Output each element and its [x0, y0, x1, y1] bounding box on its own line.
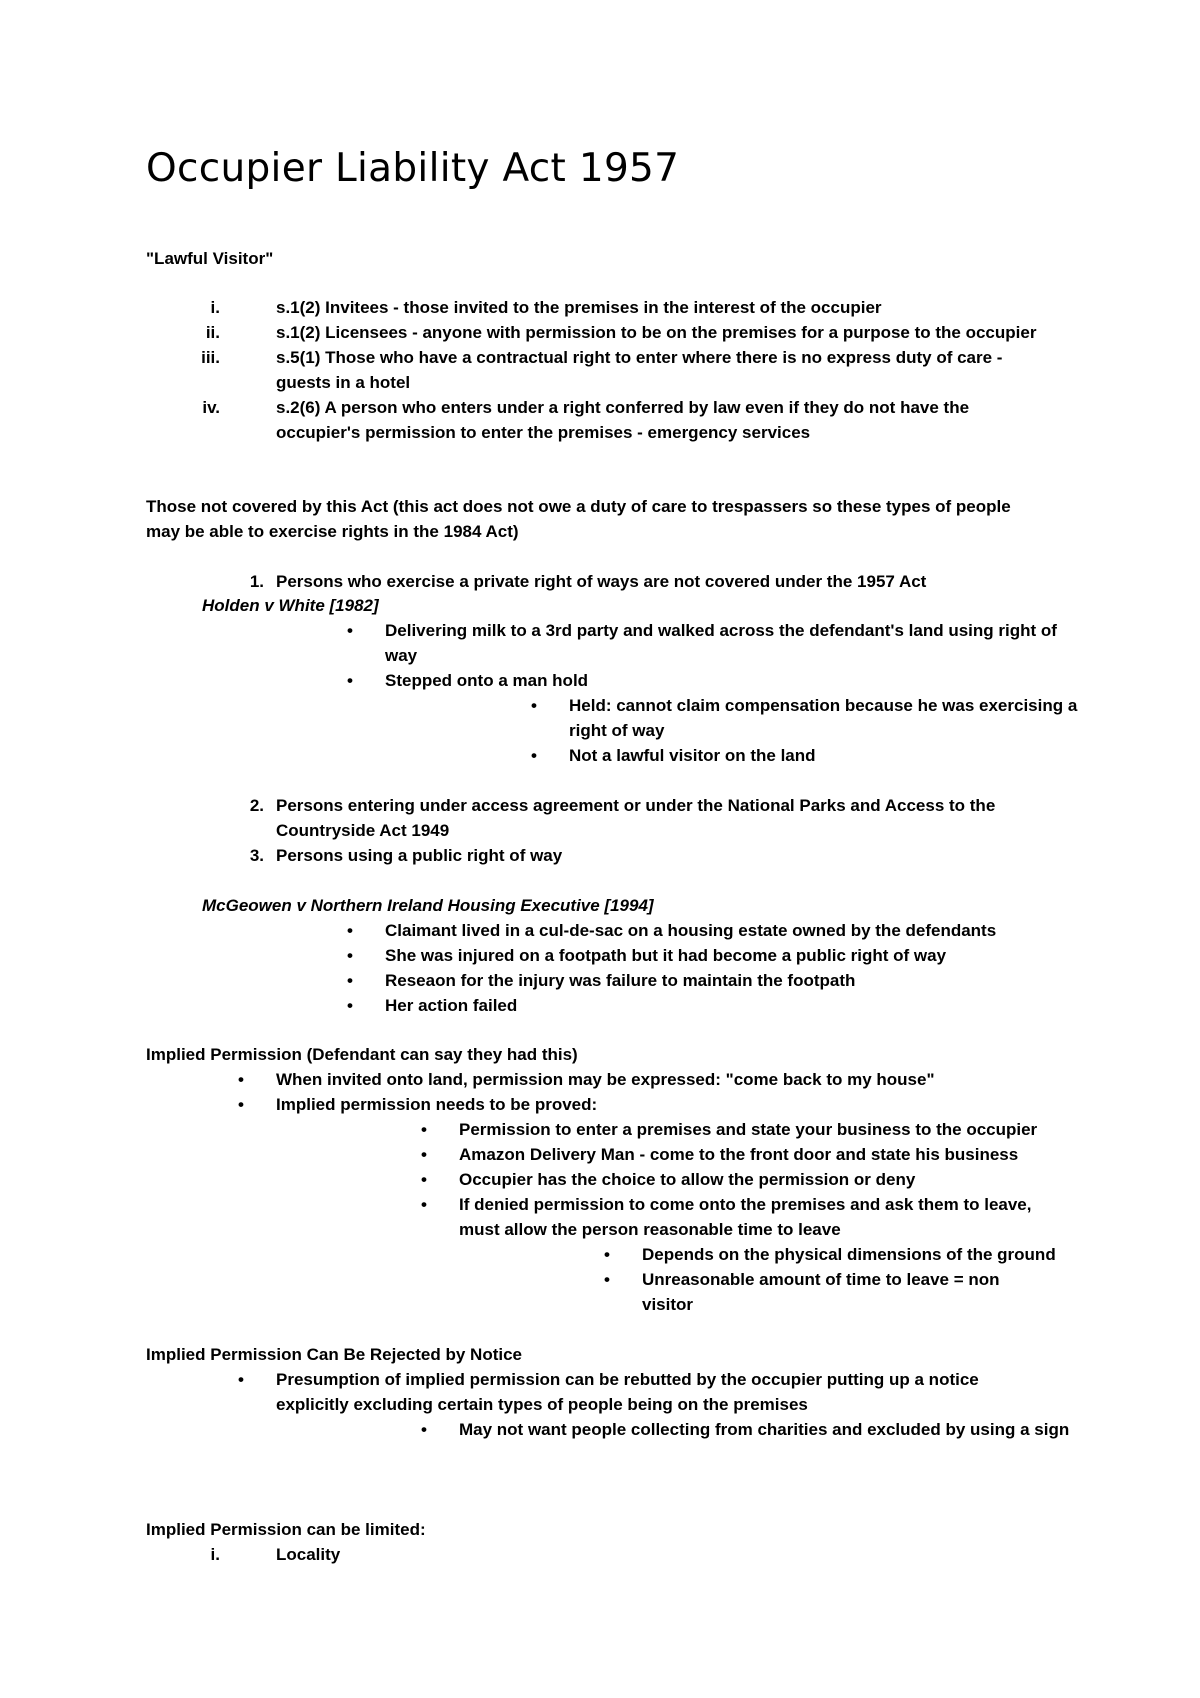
- bullet-item: [531, 743, 1079, 768]
- list-item-text: Permission to enter a premises and state your business to the occupier: [459, 1120, 1038, 1139]
- list-marker: 3.: [249, 846, 264, 865]
- list-marker: iii.: [201, 348, 220, 367]
- limited-heading: Implied Permission can be limited:: [146, 1520, 426, 1539]
- list-item-text: May not want people collecting from charities and excluded by using a sign: [459, 1420, 1070, 1439]
- list-marker: i.: [210, 1545, 220, 1564]
- list-marker: 1.: [249, 572, 264, 591]
- list-item-text: s.2(6) A person who enters under a right conferred by law even if they do not have the occupier's permission to enter the premises - emergency services: [276, 398, 970, 442]
- numbered-item: [249, 793, 1036, 843]
- bullet-icon: •: [347, 621, 353, 640]
- bullet-icon: •: [421, 1170, 427, 1189]
- list-item-text: Persons using a public right of way: [276, 846, 563, 865]
- bullet-icon: •: [531, 746, 537, 765]
- list-item-text: Persons entering under access agreement or under the National Parks and Access to the Countryside Act 1949: [276, 796, 996, 840]
- bullet-item: [531, 693, 1079, 743]
- bullet-item: [421, 1417, 1079, 1442]
- bullet-item: [347, 918, 1105, 943]
- bullet-icon: •: [421, 1120, 427, 1139]
- bullet-icon: •: [238, 1070, 244, 1089]
- bullet-item: [604, 1242, 1092, 1267]
- list-item-text: Implied permission needs to be proved:: [276, 1095, 598, 1114]
- document-title: Occupier Liability Act 1957: [146, 146, 680, 191]
- bullet-icon: •: [347, 996, 353, 1015]
- list-item-text: Held: cannot claim compensation because he was exercising a right of way: [569, 696, 1078, 740]
- bullet-icon: •: [238, 1095, 244, 1114]
- list-item-text: s.1(2) Invitees - those invited to the premises in the interest of the occupier: [276, 298, 882, 317]
- bullet-icon: •: [421, 1145, 427, 1164]
- bullet-icon: •: [347, 671, 353, 690]
- implied-permission-heading: Implied Permission (Defendant can say they had this): [146, 1045, 578, 1064]
- list-item-text: Delivering milk to a 3rd party and walked across the defendant's land using right of way: [385, 621, 1057, 665]
- list-item-text: Locality: [276, 1545, 341, 1564]
- list-item: [210, 295, 1076, 320]
- bullet-item: [421, 1192, 1059, 1242]
- bullet-icon: •: [531, 696, 537, 715]
- bullet-icon: •: [347, 946, 353, 965]
- bullet-item: [347, 968, 1105, 993]
- list-item-text: Persons who exercise a private right of ways are not covered under the 1957 Act: [276, 572, 927, 591]
- bullet-icon: •: [347, 971, 353, 990]
- list-item-text: s.1(2) Licensees - anyone with permission to be on the premises for a purpose to the occupier: [276, 323, 1037, 342]
- list-item-text: When invited onto land, permission may be expressed: "come back to my house": [276, 1070, 935, 1089]
- bullet-item: [238, 1367, 1036, 1417]
- list-item-text: If denied permission to come onto the premises and ask them to leave, must allow the person reasonable time to leave: [459, 1195, 1032, 1239]
- list-marker: 2.: [249, 796, 264, 815]
- bullet-icon: •: [347, 921, 353, 940]
- bullet-item: [421, 1117, 1079, 1142]
- bullet-icon: •: [238, 1370, 244, 1389]
- case-name: McGeowen v Northern Ireland Housing Executive [1994]: [202, 896, 654, 915]
- list-item-text: Amazon Delivery Man - come to the front door and state his business: [459, 1145, 1019, 1164]
- bullet-item: [347, 943, 1105, 968]
- list-item-text: s.5(1) Those who have a contractual right to enter where there is no express duty of care - guests in a hotel: [276, 348, 1003, 392]
- list-item-text: Stepped onto a man hold: [385, 671, 589, 690]
- bullet-item: [421, 1167, 1079, 1192]
- bullet-item: [347, 668, 1065, 693]
- list-item-text: Unreasonable amount of time to leave = non visitor: [642, 1270, 1000, 1314]
- bullet-item: [238, 1067, 1096, 1092]
- lawful-visitor-heading: "Lawful Visitor": [146, 249, 274, 268]
- list-marker: iv.: [202, 398, 220, 417]
- numbered-item: [249, 843, 1036, 868]
- list-item: [205, 320, 1076, 345]
- rejected-by-notice-heading: Implied Permission Can Be Rejected by Notice: [146, 1345, 523, 1364]
- list-item: [201, 345, 1056, 395]
- list-item-text: Occupier has the choice to allow the permission or deny: [459, 1170, 916, 1189]
- list-item-text: Presumption of implied permission can be rebutted by the occupier putting up a notice explicitly excluding certain types of people being on the premises: [276, 1370, 979, 1414]
- list-item-text: Her action failed: [385, 996, 518, 1015]
- list-item-text: Reseaon for the injury was failure to maintain the footpath: [385, 971, 856, 990]
- list-item-text: Not a lawful visitor on the land: [569, 746, 816, 765]
- bullet-icon: •: [421, 1420, 427, 1439]
- case-name: Holden v White [1982]: [202, 596, 379, 615]
- not-covered-intro: Those not covered by this Act (this act does not owe a duty of care to trespassers so these types of people may be able to exercise rights in the 1984 Act): [146, 497, 1011, 541]
- bullet-icon: •: [604, 1270, 610, 1289]
- list-marker: i.: [210, 298, 220, 317]
- bullet-icon: •: [421, 1195, 427, 1214]
- list-item: [202, 395, 1036, 445]
- list-item-text: Depends on the physical dimensions of the ground: [642, 1245, 1056, 1264]
- bullet-item: [347, 993, 1105, 1018]
- bullet-item: [238, 1092, 1096, 1117]
- numbered-item: [249, 569, 1076, 594]
- bullet-item: [347, 618, 1065, 668]
- bullet-icon: •: [604, 1245, 610, 1264]
- list-item: [210, 1542, 876, 1567]
- bullet-item: [421, 1142, 1079, 1167]
- list-marker: ii.: [205, 323, 220, 342]
- bullet-item: [604, 1267, 1022, 1317]
- list-item-text: She was injured on a footpath but it had become a public right of way: [385, 946, 947, 965]
- list-item-text: Claimant lived in a cul-de-sac on a housing estate owned by the defendants: [385, 921, 997, 940]
